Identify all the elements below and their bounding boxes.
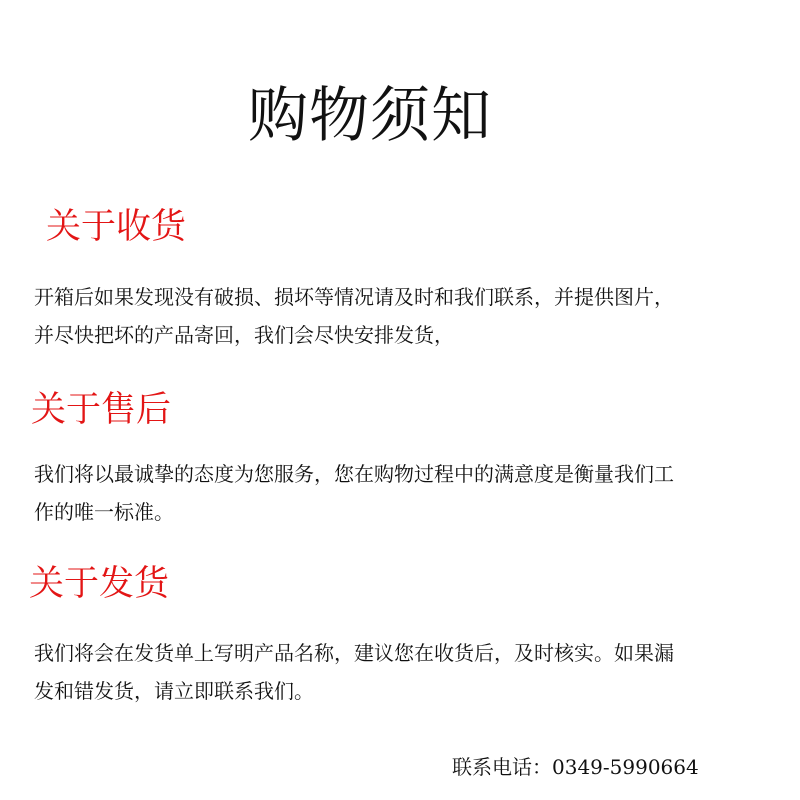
section-body-receiving <box>34 278 784 354</box>
body-line: 我们将以最诚挚的态度为您服务，您在购物过程中的满意度是衡量我们工 <box>34 462 674 486</box>
body-line: 开箱后如果发现没有破损、损坏等情况请及时和我们联系，并提供图片， <box>34 285 674 309</box>
section-heading-receiving: 关于收货 <box>46 207 187 247</box>
section-body-shipping <box>34 634 779 710</box>
contact-phone: 联系电话：0349-5990664 <box>452 755 699 779</box>
body-line: 作的唯一标准。 <box>34 500 174 524</box>
body-line: 发和错发货，请立即联系我们。 <box>34 679 314 703</box>
section-heading-shipping: 关于发货 <box>29 564 170 604</box>
section-body-after-sales <box>34 455 779 531</box>
body-line: 并尽快把坏的产品寄回，我们会尽快安排发货， <box>34 323 454 347</box>
body-line: 我们将会在发货单上写明产品名称，建议您在收货后，及时核实。如果漏 <box>34 641 674 665</box>
section-heading-after-sales: 关于售后 <box>31 390 172 430</box>
page-title: 购物须知 <box>248 81 492 151</box>
